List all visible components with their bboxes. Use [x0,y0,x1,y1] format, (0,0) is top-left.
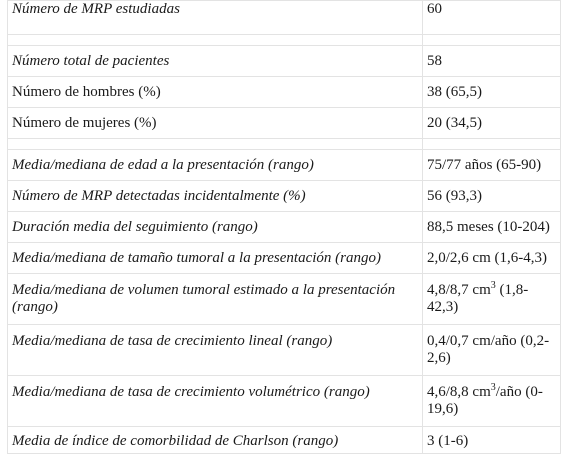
table-row [8,243,561,274]
row-label: Duración media del seguimiento (rango) [8,212,423,243]
row-value: 60 [423,1,561,35]
row-label: Media/mediana de tasa de crecimiento lineal (rango) [8,325,423,376]
value-superscript: 3 [490,382,496,393]
value-text: 4,8/8,7 cm [427,282,491,298]
row-label: Media de índice de comorbilidad de Charlson (rango) [8,427,423,454]
row-label: Media/mediana de tasa de crecimiento volumétrico (rango) [8,376,423,427]
row-value: 2,0/2,6 cm (1,6-4,3) [423,243,561,274]
value-text: /año (0-19,6) [427,384,543,417]
row-value [423,376,561,427]
spacer-row [8,35,561,46]
row-label: Media/mediana de tamaño tumoral a la presentación (rango) [8,243,423,274]
row-label: Número de hombres (%) [8,77,423,108]
row-value: 58 [423,46,561,77]
table-row [8,212,561,243]
row-label: Número de MRP detectadas incidentalmente (%) [8,181,423,212]
table-row [8,108,561,139]
row-value: 38 (65,5) [423,77,561,108]
row-value: 88,5 meses (10-204) [423,212,561,243]
value-text: (1,8-42,3) [427,282,529,315]
row-label: Media/mediana de volumen tumoral estimado a la presentación (rango) [8,274,423,325]
table-row [8,150,561,181]
value-superscript: 3 [490,280,496,291]
table-row [8,427,561,454]
row-label: Media/mediana de edad a la presentación (rango) [8,150,423,181]
table-row [8,77,561,108]
spacer-row [8,139,561,150]
row-value: 20 (34,5) [423,108,561,139]
row-value: 0,4/0,7 cm/año (0,2-2,6) [423,325,561,376]
table-row [8,274,561,325]
table-row [8,1,561,35]
patient-characteristics-table [7,0,561,454]
row-label: Número de mujeres (%) [8,108,423,139]
table-row [8,181,561,212]
table-row [8,325,561,376]
row-value: 56 (93,3) [423,181,561,212]
row-label: Número total de pacientes [8,46,423,77]
value-text: 4,6/8,8 cm [427,384,491,400]
table-row [8,46,561,77]
row-label: Número de MRP estudiadas [8,1,423,35]
row-value: 75/77 años (65-90) [423,150,561,181]
table-row [8,376,561,427]
row-value [423,274,561,325]
row-value: 3 (1-6) [423,427,561,454]
